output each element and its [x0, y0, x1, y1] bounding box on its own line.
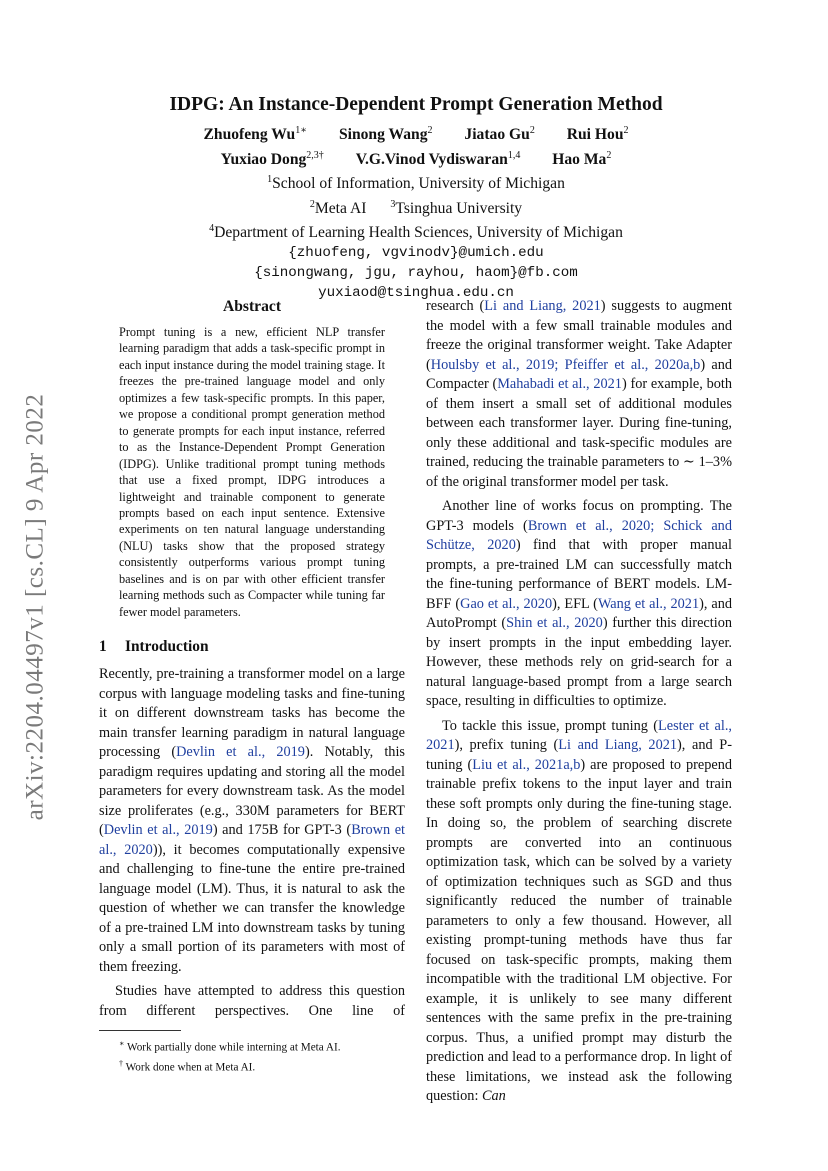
author: Hao Ma$^2$	[552, 150, 612, 169]
citation-link[interactable]: Devlin et al., 2019	[176, 744, 305, 761]
author: Sinong Wang$^2$	[338, 125, 433, 144]
arxiv-sidebar-stamp	[10, 372, 60, 842]
footnote: ∗ Work partially done while interning at Meta AI.	[119, 1039, 341, 1054]
footnote-rule	[99, 1030, 181, 1031]
email-line: {zhuofeng, vgvinodv}@umich.edu	[288, 244, 544, 261]
citation-link[interactable]: Li and Liang, 2021	[484, 298, 601, 314]
author: Zhuofeng $Wu^{1∗}$	[203, 125, 308, 144]
citation-link[interactable]: Shin et al., 2020	[506, 615, 603, 631]
left-column	[99, 297, 405, 1076]
paper-header	[100, 90, 732, 303]
author: Jiatao Gu$^2$	[464, 125, 535, 144]
email-line: yuxiaod@tsinghua.edu.cn	[318, 284, 514, 301]
email-line: {sinongwang, jgu, rayhou, haom}@fb.com	[254, 264, 578, 281]
intro-paragraph-1: Recently, pre-training a transformer model on a large corpus with language modeling tasks and fine-tuning it on different downstream tasks has become the main transfer learning paradigm in natural language processing (Devlin et al., 2019). Notably, this paradigm requires updating and storing all the model parameters for every downstream task. As the model size proliferates (e.g., 330M parameters for BERT (Devlin et al., 2019) and 175B for GPT-3 (Brown et al., 2020)), it becomes computationally expensive and challenging to fine-tune the entire pre-trained language model (LM). Thus, it is natural to ask the question of whether we can transfer the knowledge of a pre-trained LM into downstream tasks by tuning only a small portion of its parameters with most of them freezing.	[99, 666, 406, 975]
citation-link[interactable]: Gao et al., 2020	[460, 595, 553, 612]
arxiv-identifier: arXiv:2204.04497v1 [cs.CL] 9 Apr 2022	[21, 393, 49, 821]
intro-paragraph-4: To tackle this issue, prompt tuning (Lester et al., 2021), prefix tuning (Li and Liang, 2021), and P-tuning (Liu et al., 2021a,b) are proposed to prepend trainable prefix tokens to the input layer and train these soft prompts only during the fine-tuning stage. In doing so, the problem of searching discrete prompts are converted into an continuous optimization task, which can be solved by a variety of optimization techniques such as SGD and thus significantly reduced the number of trainable parameters to only a few thousand. However, all existing prompt-tuning methods have thus far focused on task-specific prompts, making them incompatible with the traditional LM objective. For example, it is unlikely to see many different sentences with the same prefix in the pre-training corpus. Thus, a unified prompt may disturb the prediction and lead to a performance drop. In light of these limitations, we instead ask the following question: Can	[426, 717, 733, 1104]
intro-paragraph-2: Studies have attempted to address this question from different perspectives. One line of	[99, 983, 405, 1019]
citation-link[interactable]: Liu et al., 2021a,b	[472, 756, 581, 773]
citation-link[interactable]: Houlsby et al., 2019; Pfeiffer et al., 2020a,b	[430, 356, 701, 373]
citation-link[interactable]: Mahabadi et al., 2021	[497, 376, 622, 392]
affiliation-4: $^4$Department of Learning Health Sciences, University of Michigan	[209, 222, 623, 241]
citation-link[interactable]: Brown et al., 2020; Schick and Schütze, 2020	[426, 517, 732, 553]
authors-row-1	[100, 120, 732, 145]
abstract-body: Prompt tuning is a new, efficient NLP transfer learning paradigm that adds a task-specific prompt in each input instance during the model training stage. It freezes the pre-trained language model and only optimizes a few task-specific prompts. In this paper, we propose a conditional prompt generation method to generate prompts for each input instance, referred to as the Instance-Dependent Prompt Generation (IDPG). Unlike traditional prompt tuning methods that use a fixed prompt, IDPG introduces a lightweight and trainable component to generate prompts based on each input sentence. Extensive experiments on ten natural language understanding (NLU) tasks show that the proposed strategy consistently outperforms various prompt tuning baselines and is on par with other efficient transfer learning methods such as Compacter while tuning far fewer model parameters.	[119, 325, 385, 619]
abstract-heading: Abstract	[222, 298, 282, 315]
paper-title: IDPG: An Instance-Dependent Prompt Generation Method	[169, 94, 663, 115]
author: Yuxiao Dong$^{2,3\dagger}$	[220, 150, 324, 169]
citation-link[interactable]: Li and Liang, 2021	[558, 737, 678, 753]
intro-paragraph-2-continued: research (Li and Liang, 2021) suggests to augment the model with a few small trainable modules and freeze the original transformer weight. Take Adapter (Houlsby et al., 2019; Pfeiffer et al., 2020a,b) and Compacter (Mahabadi et al., 2021) for example, both of them insert a small set of additional modules between each transformer layer. During fine-tuning, only these additional and task-specific modules are trained, reducing the trainable parameters to ∼ 1–3% of the original transformer model per task.	[426, 298, 733, 490]
section-heading-introduction: 1 Introduction	[99, 638, 209, 656]
citation-link[interactable]: Lester et al., 2021	[426, 717, 733, 753]
citation-link[interactable]: Devlin et al., 2019	[103, 822, 213, 839]
intro-paragraph-3: Another line of works focus on prompting. The GPT-3 models (Brown et al., 2020; Schick and Schütze, 2020) find that with proper manual prompts, a pre-trained LM can successfully match the fine-tuning performance of BERT models. LM-BFF (Gao et al., 2020), EFL (Wang et al., 2021), and AutoPrompt (Shin et al., 2020) further this direction by insert prompts in the input embedding layer. However, these methods rely on grid-search for a natural language-based prompt from a large search space, resulting in difficulties to optimize.	[426, 498, 733, 709]
citation-link[interactable]: Brown et al., 2020	[99, 822, 406, 858]
author: V.G.Vinod Vydiswaran$^{1,4}$	[355, 150, 521, 169]
citation-link[interactable]: Wang et al., 2021	[597, 595, 700, 612]
affiliation-2-3: $^2$Meta AI $^3$Tsinghua University	[309, 198, 523, 217]
author: Rui Hou$^2$	[566, 125, 629, 144]
authors-row-2	[100, 145, 732, 170]
footnote: † Work done when at Meta AI.	[119, 1058, 256, 1074]
affiliation-1: $^1$School of Information, University of Michigan	[267, 174, 565, 193]
right-column	[426, 297, 732, 1107]
